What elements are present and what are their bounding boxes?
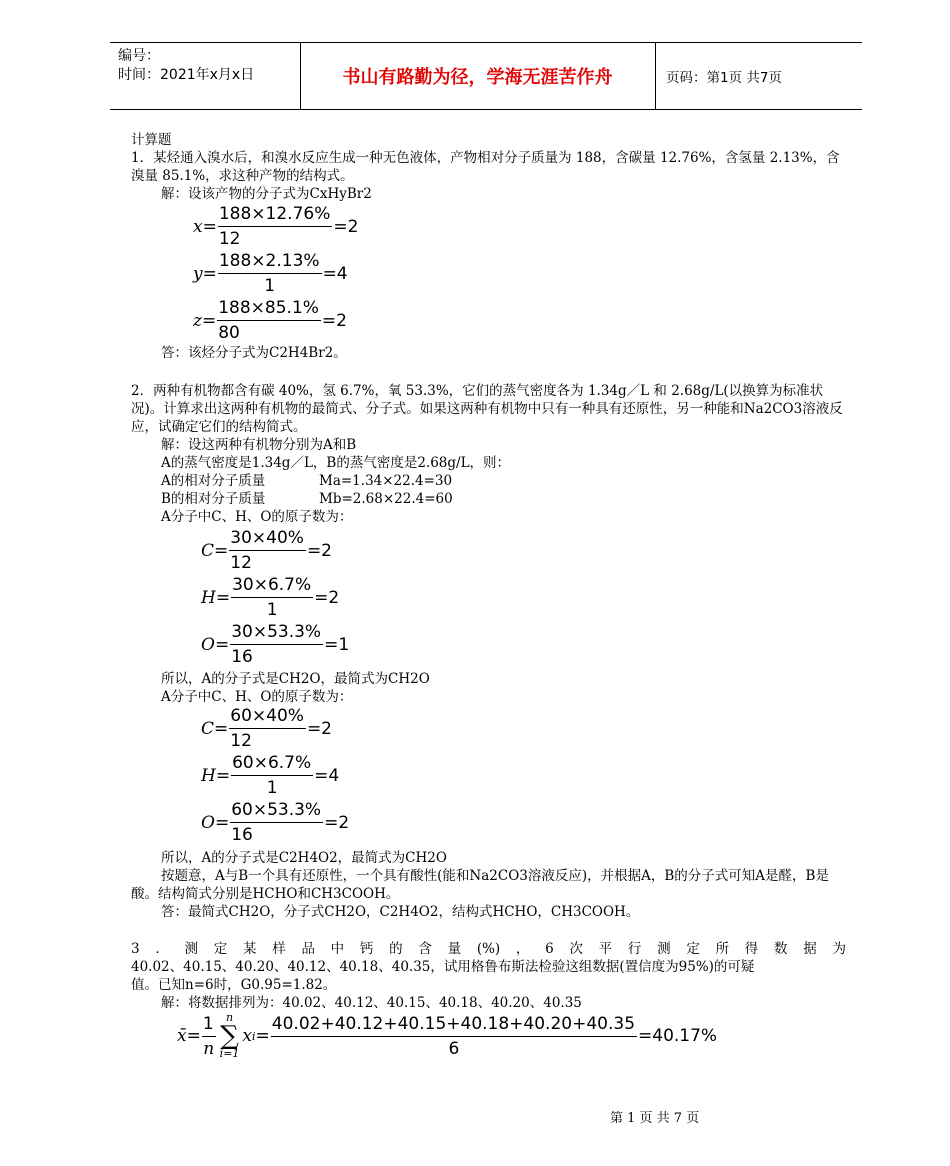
question-2-line: 所以，A的分子式是C2H4O2，最简式为CH2O — [161, 850, 447, 866]
numerator: 30×6.7% — [231, 574, 313, 598]
numerator: 188×85.1% — [217, 297, 321, 321]
header-motto: 书山有路勤为径，学海无涯苦作舟 — [342, 67, 613, 88]
equation-a-o: O = $\frac{30\times 53.3\%}{16}$ =1 — [201, 622, 350, 667]
equation-b-o: O = $\frac{60\times 53.3\%}{16}$ =2 — [201, 800, 350, 845]
denominator: 12 — [230, 553, 252, 573]
denominator: n — [203, 1038, 215, 1059]
mean-lhs: x̄= — [177, 1026, 201, 1046]
fraction — [230, 799, 323, 846]
eq-var: C — [201, 718, 215, 739]
number-label: 编号： — [118, 48, 160, 64]
question-3-text-line: 3．测定某样品中钙的含量(%)，6次平行测定所得数据为 — [131, 941, 846, 957]
question-2-line: Mb=2.68×22.4=60 — [319, 491, 453, 507]
question-3-solution: 解：将数据排列为：40.02、40.12、40.15、40.18、40.20、40.35 — [161, 995, 582, 1011]
eq-var: H — [201, 765, 216, 786]
question-1-answer: 答：该烃分子式为C2H4Br2。 — [161, 345, 347, 361]
equation-x: x = $\frac{188\times 12.76\%}{12}$ =2 — [193, 204, 359, 249]
question-3-text-line: 值。已知n=6时，G0.95=1.82。 — [131, 977, 337, 993]
eq-result: =4 — [322, 263, 348, 284]
denominator: 6 — [448, 1038, 460, 1059]
eq-result: =4 — [314, 765, 340, 786]
sum-term-index: i — [252, 1029, 256, 1043]
eq-result: =1 — [324, 634, 350, 655]
eq-result: =2 — [321, 310, 347, 331]
eq-result: =40.17% — [638, 1026, 718, 1046]
numerator: 188×2.13% — [218, 250, 322, 274]
numerator: 188×12.76% — [218, 203, 333, 227]
question-2-text: 2．两种有机物都含有碳 40%，氢 6.7%，氧 53.3%，它们的蒸气密度各为 1.34g／L 和 2.68g/L(以换算为标准状况)。计算求出这两种有机物的最简式、分子式。如果这两种有机物中只有一种具有还原性，另一种能和Na2CO3溶液反应，试确定它们的结构简式。 — [131, 383, 843, 435]
equals: = — [255, 1026, 270, 1046]
fraction — [217, 297, 321, 344]
equation-mean — [177, 1012, 717, 1060]
section-title: 计算题 — [131, 132, 172, 148]
numerator: 60×40% — [229, 705, 306, 729]
question-2-line: 解：设这两种有机物分别为A和B — [161, 437, 357, 453]
question-2-line: 所以，A的分子式是CH2O，最简式为CH2O — [161, 671, 430, 687]
numerator: 60×53.3% — [230, 799, 323, 823]
header-table — [110, 42, 862, 110]
equation-b-c: C = $\frac{60\times 40\%}{12}$ =2 — [201, 706, 332, 751]
eq-result: =2 — [306, 540, 332, 561]
eq-var: O — [201, 812, 215, 833]
fraction — [229, 527, 306, 574]
eq-result: =2 — [306, 718, 332, 739]
denominator: 12 — [230, 731, 252, 751]
denominator: 1 — [266, 778, 278, 798]
eq-result: =2 — [333, 216, 359, 237]
sum-term: x — [242, 1026, 252, 1046]
denominator: 1 — [264, 276, 276, 296]
question-2-line: A的蒸气密度是1.34g／L，B的蒸气密度是2.68g/L，则： — [161, 455, 511, 471]
numerator: 1 — [202, 1013, 216, 1037]
numerator: 60×6.7% — [231, 752, 313, 776]
summation — [220, 1012, 240, 1060]
fraction — [231, 752, 313, 799]
denominator: 80 — [218, 323, 240, 343]
denominator: 16 — [231, 825, 253, 845]
header-meta — [118, 47, 254, 85]
question-1-text: 1．某烃通入溴水后，和溴水反应生成一种无色液体，产物相对分子质量为 188，含碳量 12.76%，含氢量 2.13%，含溴量 85.1%，求这种产物的结构式。 — [131, 150, 840, 184]
fraction — [231, 574, 313, 621]
sum-upper-limit: n — [225, 1011, 234, 1024]
denominator: 1 — [266, 600, 278, 620]
denominator: 12 — [218, 229, 241, 249]
eq-var: C — [201, 540, 215, 561]
question-2-line: A分子中C、H、O的原子数为： — [161, 689, 353, 705]
question-1-solution: 解：设该产物的分子式为CxHyBr2 — [161, 186, 372, 202]
equation-a-c: C = $\frac{30\times 40\%}{12}$ =2 — [201, 528, 332, 573]
question-2-line: Ma=1.34×22.4=30 — [319, 473, 453, 489]
fraction — [271, 1013, 637, 1060]
question-2-answer: 答：最简式CH2O，分子式CH2O，C2H4O2，结构式HCHO，CH3COOH。 — [161, 904, 640, 920]
fraction — [218, 203, 333, 250]
numerator: 30×53.3% — [230, 621, 323, 645]
page-footer: 第 1 页 共 7 页 — [610, 1111, 700, 1126]
eq-var: H — [201, 587, 216, 608]
header-divider — [655, 43, 656, 109]
fraction — [229, 705, 306, 752]
eq-var: z — [193, 310, 202, 331]
question-2-reasoning: 按题意，A与B一个具有还原性，一个具有酸性(能和Na2CO3溶液反应)，并根据A，B的分子式可知A是醛，B是酸。结构简式分别是HCHO和CH3COOH。 — [131, 868, 829, 902]
fraction — [202, 1013, 216, 1060]
sigma-symbol: ∑ — [220, 1021, 239, 1051]
numerator: 30×40% — [229, 527, 306, 551]
question-2-line: A的相对分子质量 — [161, 473, 266, 489]
eq-result: =2 — [314, 587, 340, 608]
fraction — [218, 250, 322, 297]
numerator: 40.02+40.12+40.15+40.18+40.20+40.35 — [271, 1013, 637, 1037]
question-3-text-line: 40.02、40.15、40.20、40.12、40.18、40.35，试用格鲁布斯法检验这组数据(置信度为95%)的可疑 — [131, 959, 755, 975]
fraction — [230, 621, 323, 668]
denominator: 16 — [231, 647, 253, 667]
question-2-line: A分子中C、H、O的原子数为： — [161, 509, 353, 525]
question-2-line: B的相对分子质量 — [161, 491, 266, 507]
eq-var: x — [193, 216, 203, 237]
eq-result: =2 — [324, 812, 350, 833]
eq-var: O — [201, 634, 215, 655]
time-label: 时间：2021年x月x日 — [118, 67, 255, 83]
equation-z: z = $\frac{188\times 85.1\%}{80}$ =2 — [193, 298, 347, 343]
eq-var: y — [193, 263, 203, 284]
sum-lower-limit: i=1 — [219, 1047, 240, 1060]
header-page-info: 页码：第1页 共7页 — [666, 70, 782, 86]
equation-a-h: H = $\frac{30\times 6.7\%}{1}$ =2 — [201, 575, 340, 620]
equation-y: y = $\frac{188\times 2.13\%}{1}$ =4 — [193, 251, 348, 296]
equation-b-h: H = $\frac{60\times 6.7\%}{1}$ =4 — [201, 753, 340, 798]
